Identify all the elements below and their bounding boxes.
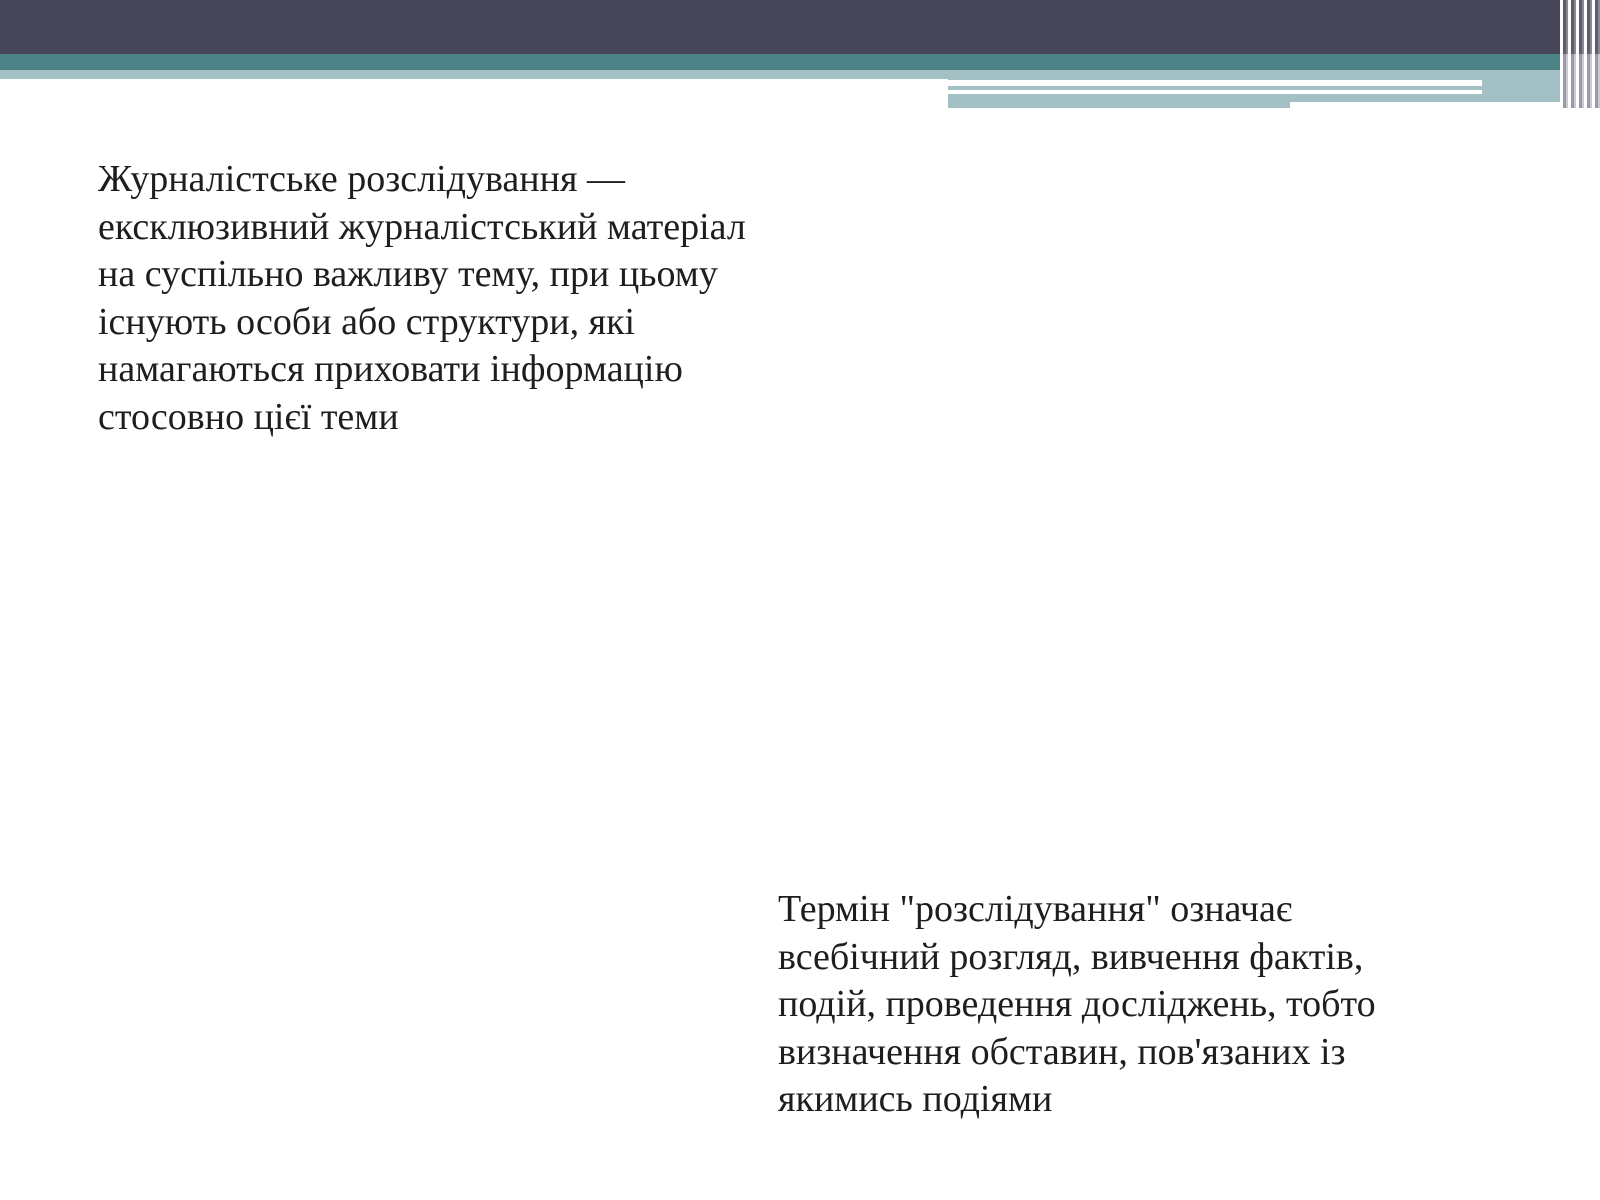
header-bar-dark xyxy=(0,0,1600,54)
term-text: Термін "розслідування" означає всебічний розгляд, вивчення фактів, подій, проведення досліджень, тобто визначення обставин, пов'язаних із якимись подіями xyxy=(778,888,1376,1120)
definition-text: Журналістське розслідування — ексклюзивний журналістський матеріал на суспільно важливу тему, при цьому існують особи або структури, які намагаються приховати інформацію стосовно цієї теми xyxy=(98,158,746,438)
header-accent-line-2 xyxy=(948,90,1482,94)
corner-stripes-dark xyxy=(1560,0,1600,54)
header-accent-line-1 xyxy=(948,80,1482,86)
header-bar-teal xyxy=(0,54,1560,70)
header-accent-line-3 xyxy=(1290,102,1560,108)
header-bar-light-left xyxy=(0,70,948,79)
